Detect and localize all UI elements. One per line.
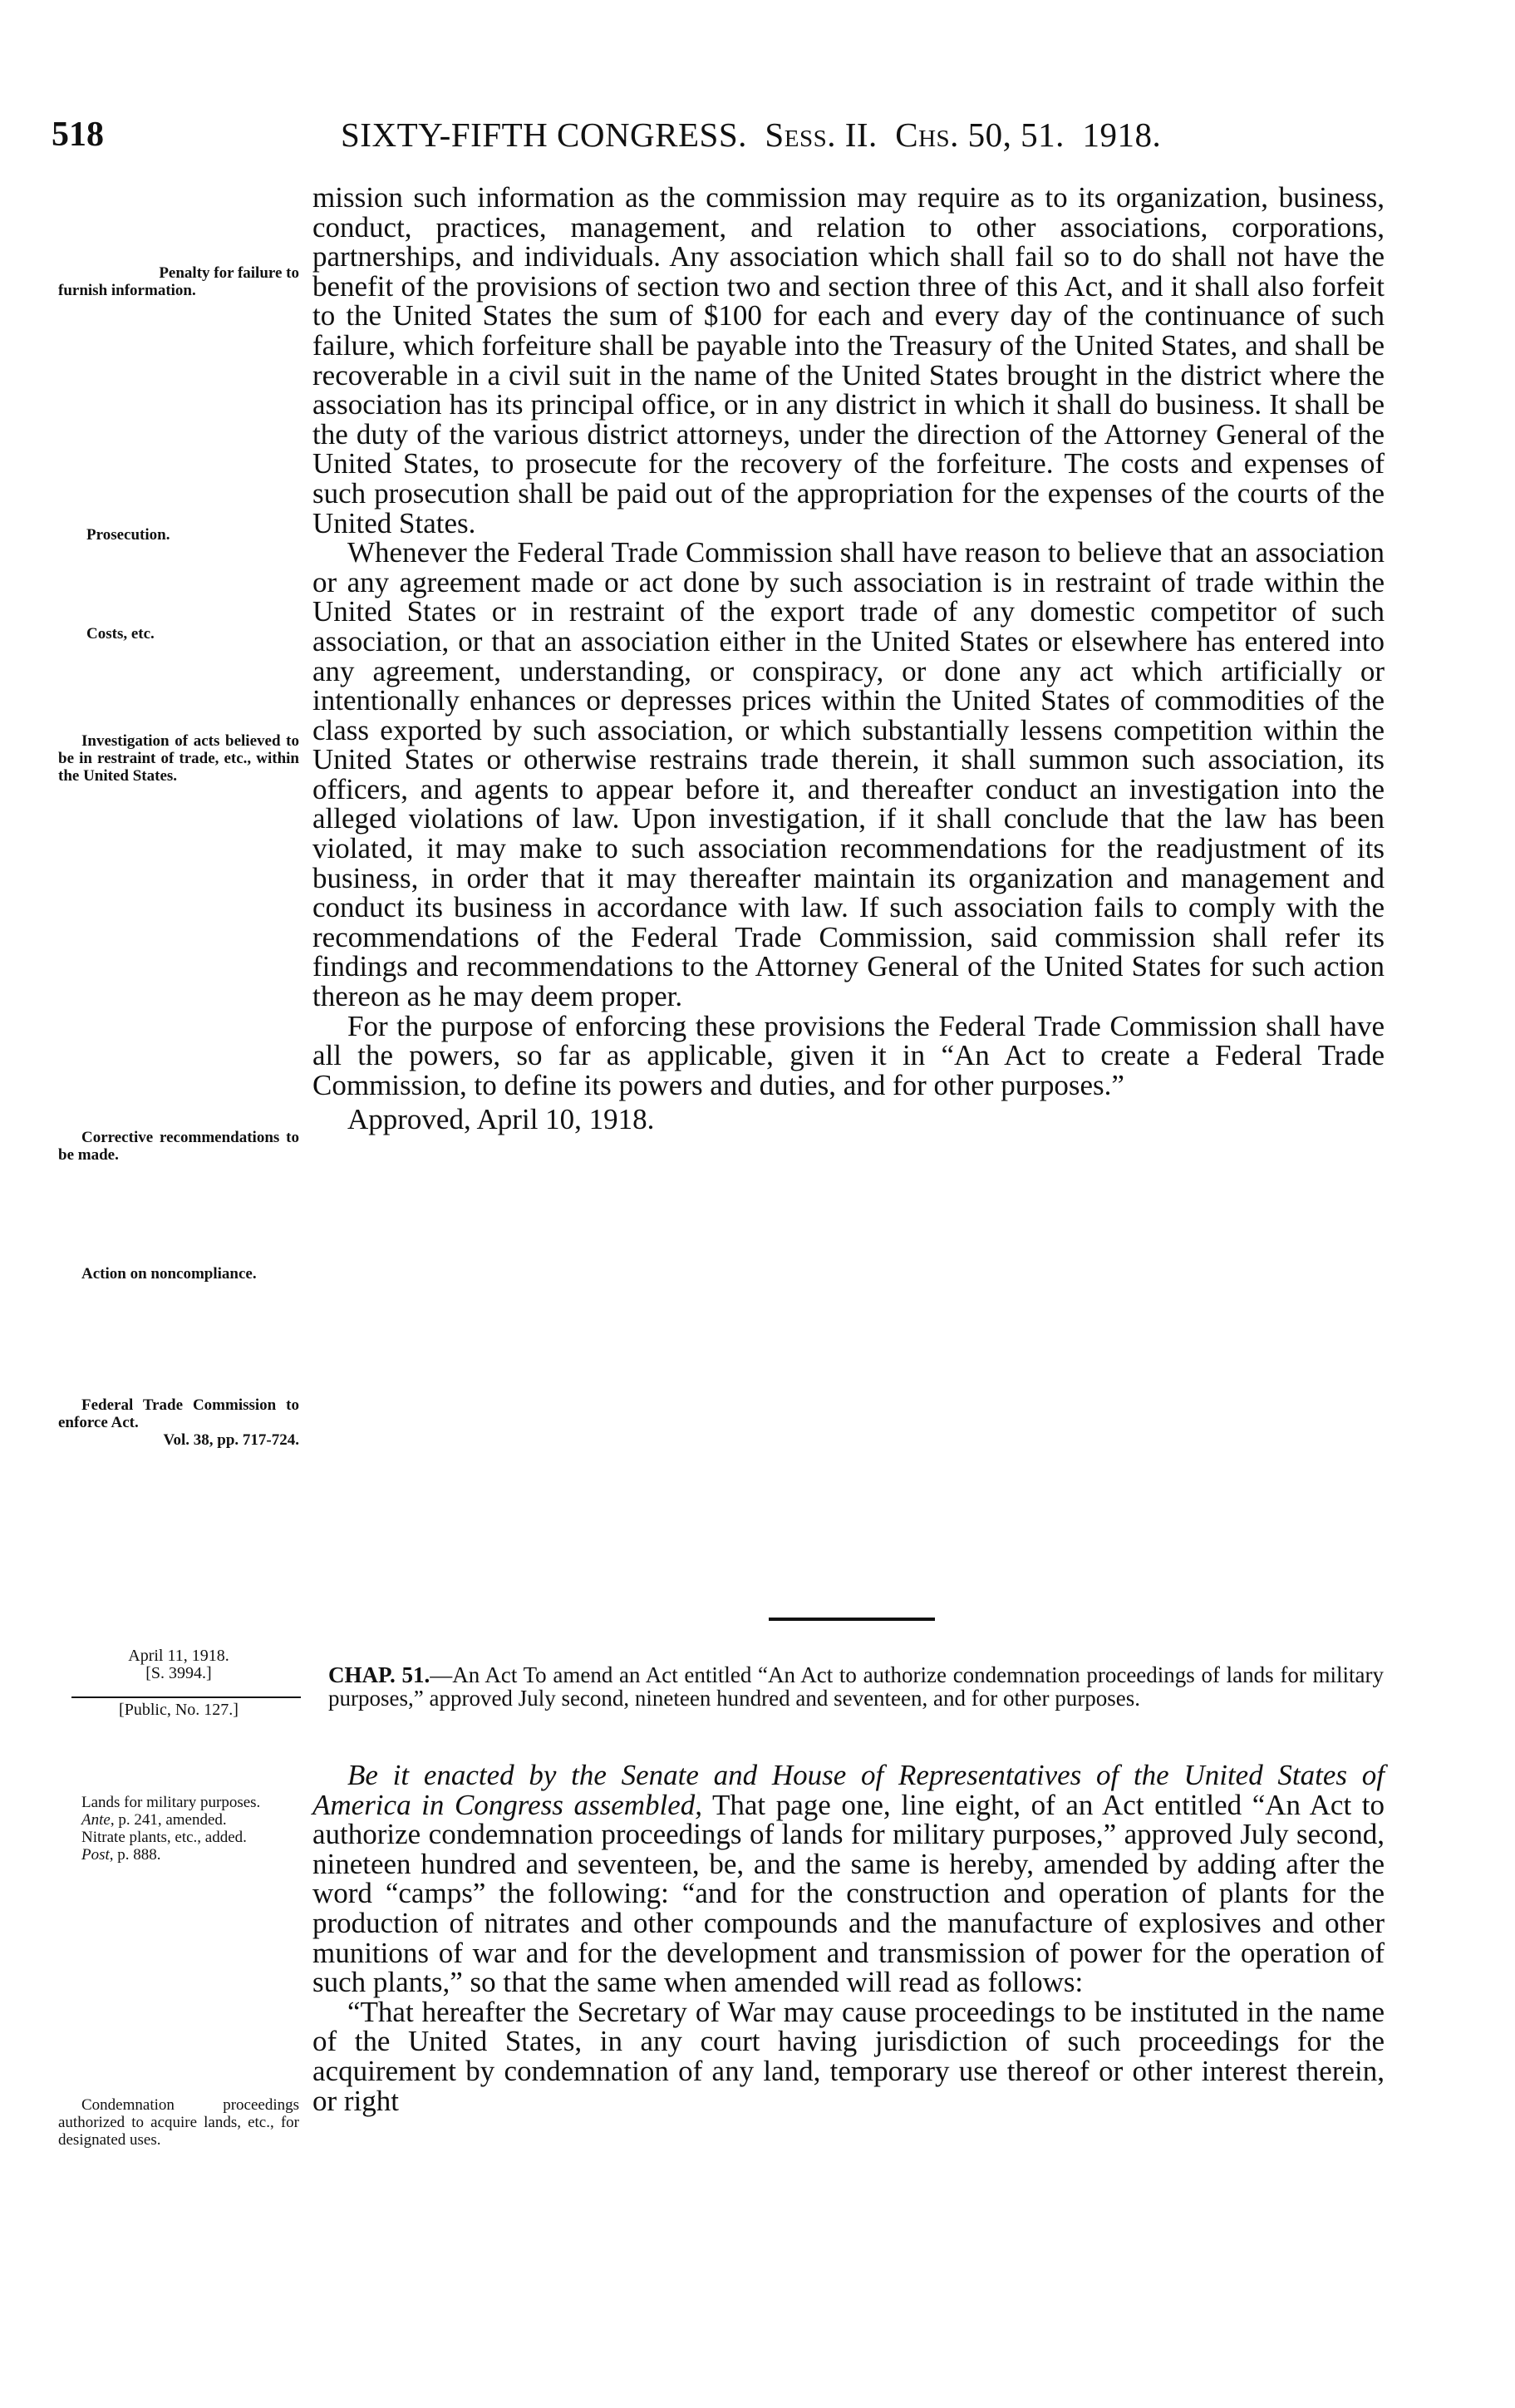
running-head-chapters: Chs. 50, 51. [895, 116, 1065, 154]
running-head [341, 115, 1161, 155]
chapter50-paragraph-2: Whenever the Federal Trade Commission shall have reason to believe that an association or any agreement made or act done by such association is in restraint of trade within the United States or in restraint of the export trade of any domestic competitor of such association, or that an association either in the United States or elsewhere has entered into any agreement, understanding, or conspiracy, or done any act which artificially or intentionally enhances or depresses prices within the United States of commodities of the class exported by such association, or which substantially lessens competition within the United States or otherwise restrains trade therein, it shall summon such association, its officers, and agents to appear before it, and thereafter conduct an investigation into the alleged violations of law. Upon investigation, if it shall conclude that the law has been violated, it may make to such association recommendations for the readjustment of its business, in order that it may thereafter maintain its organization and management and conduct its business in accordance with law. If such association fails to comply with the recommendations of the Federal Trade Commission, said commission shall refer its findings and recommendations to the Attorney General of the United States for such action thereon as he may deem proper. [312, 536, 1385, 1013]
margin-rule [71, 1696, 301, 1698]
chapter50-paragraph-3: For the purpose of enforcing these provisions the Federal Trade Commission shall have all the powers, so far as applicable, given it in “An Act to create a Federal Trade Commission, to define its powers and duties, and for other purposes.” [312, 1009, 1385, 1101]
margin-note-lands: Lands for military purposes. Ante, p. 241, amended. Nitrate plants, etc., added. Post, p. 888. [81, 1794, 261, 1864]
page-number: 518 [52, 116, 104, 154]
running-head-congress: SIXTY-FIFTH CONGRESS. [341, 116, 747, 154]
margin-note-investigation: Investigation of acts believed to be in restraint of trade, etc., within the United States. [58, 732, 299, 785]
enacting-clause: Be it enacted by the Senate and House of Representatives of the United States of America in Congress assembled, [312, 1759, 1385, 1821]
chapter-separator-rule [769, 1618, 935, 1621]
chapter50-body [312, 183, 1385, 1135]
running-head-session: Sess. II. [765, 116, 878, 154]
margin-note-condemnation: Condemnation proceedings authorized to acquire lands, etc., for designated uses. [58, 2096, 299, 2149]
chapter51-title: —An Act To amend an Act entitled “An Act to authorize condemnation proceedings of lands for military purposes,” approved July second, nineteen hundred and seventeen, and for other purposes. [328, 1662, 1384, 1711]
chapter51-quoted-provision: “That hereafter the Secretary of War may cause proceedings to be instituted in the name of the United States, in any court having jurisdiction of such proceedings for the acquirement by condemnation of any land, temporary use thereof or other interest therein, or right [312, 1995, 1385, 2117]
chapter51-amendment: That page one, line eight, of an Act entitled “An Act to authorize condemnation proceedings of lands for military purposes,” approved July second, nineteen hundred and seventeen, be, and the same is hereby, amended by adding after the word “camps” the following: “and for the construction and operation of plants for the production of nitrates and other compounds and the manufacture of explosives and other munitions of war and for the development and transmission of power for the operation of such plants,” so that the same when amended will read as follows: [312, 1788, 1385, 1999]
approved-line: Approved, April 10, 1918. [347, 1103, 655, 1136]
chapter51-paragraph-1 [312, 1760, 1385, 1997]
margin-note-public-law: [Public, No. 127.] [119, 1701, 239, 1719]
chapter51-label: CHAP. 51. [328, 1662, 430, 1687]
chapter51-heading [328, 1663, 1384, 1710]
margin-note-costs: Costs, etc. [86, 625, 155, 643]
running-head-year: 1918. [1082, 116, 1162, 154]
chapter51-body [312, 1760, 1385, 2115]
margin-note-corrective: Corrective recommendations to be made. [58, 1129, 299, 1164]
chapter50-paragraph-1: mission such information as the commission may require as to its organization, business, conduct, practices, management, and relation to other associations, corporations, partnerships, and individuals. Any association which shall fail so to do shall not have the benefit of the provisions of section two and section three of this Act, and it shall also forfeit to the United States the sum of $100 for each and every day of the continuance of such failure, which forfeiture shall be payable into the Treasury of the United States, and shall be recoverable in a civil suit in the name of the United States brought in the district where the association has its principal office, or in any district in which it shall do business. It shall be the duty of the various district attorneys, under the direction of the Attorney General of the United States, to prosecute for the recovery of the forfeiture. The costs and expenses of such prosecution shall be paid out of the appropriation for the expenses of the courts of the United States. [312, 181, 1385, 539]
margin-note-chap51-date: April 11, 1918. [S. 3994.] [128, 1647, 229, 1682]
margin-note-penalty: Penalty for failure to furnish information. [58, 264, 299, 299]
margin-note-prosecution: Prosecution. [86, 526, 170, 544]
margin-note-action: Action on noncompliance. [81, 1265, 257, 1283]
margin-note-ftc: Federal Trade Commission to enforce Act. Vol. 38, pp. 717-724. [58, 1396, 299, 1449]
